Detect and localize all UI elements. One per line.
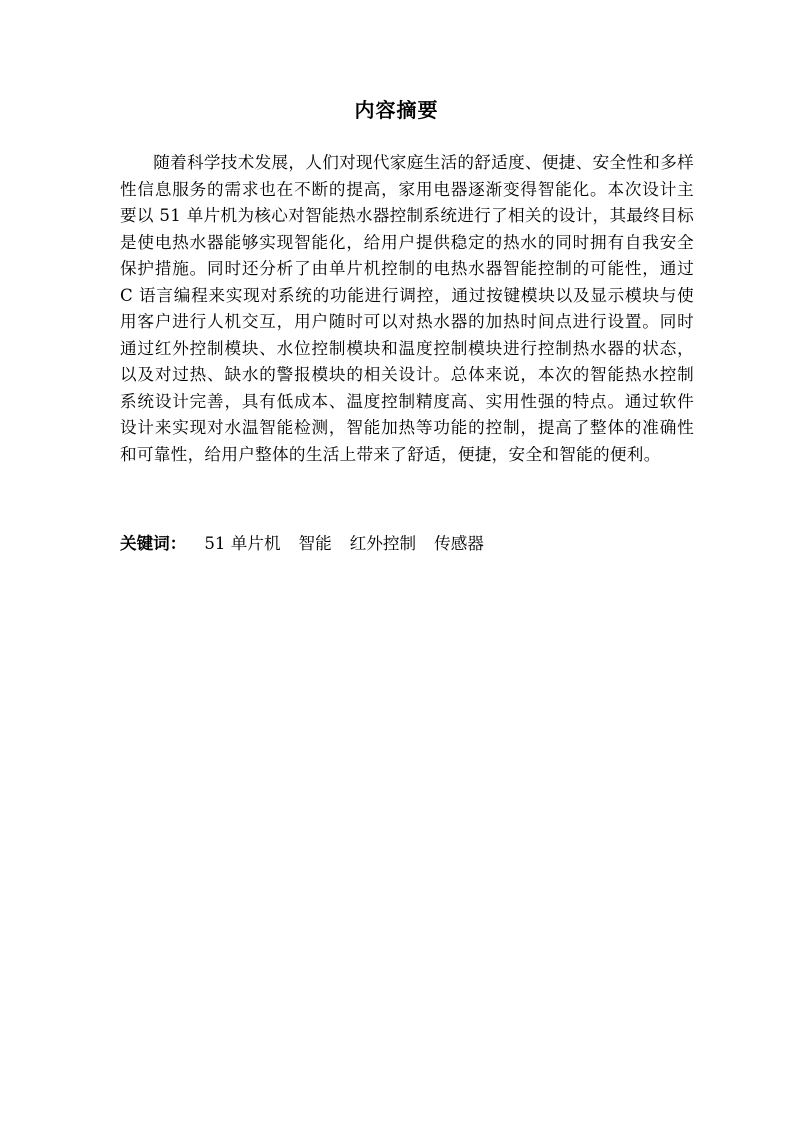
abstract-title: 内容摘要 (354, 98, 439, 122)
keyword-item: 智能 (298, 534, 332, 553)
keywords-line (120, 531, 694, 557)
abstract-body: 随着科学技术发展，人们对现代家庭生活的舒适度、便捷、安全性和多样性信息服务的需求也在不断的提高，家用电器逐渐变得智能化。本次设计主要以 51 单片机为核心对智能热水器控制系统进行了相关的设计，其最终目标是使电热水器能够实现智能化，给用户提供稳定的热水的同时拥有自我安全保护措施。同时还分析了由单片机控制的电热水器智能控制的可能性，通过 C 语言编程来实现对系统的功能进行调控，通过按键模块以及显示模块与使用客户进行人机交互，用户随时可以对热水器的加热时间点进行设置。同时通过红外控制模块、水位控制模块和温度控制模块进行控制热水器的状态，以及对过热、缺水的警报模块的相关设计。总体来说，本次的智能热水控制系统设计完善，具有低成本、温度控制精度高、实用性强的特点。通过软件设计来实现对水温智能检测，智能加热等功能的控制，提高了整体的准确性和可靠性，给用户整体的生活上带来了舒适，便捷，安全和智能的便利。 (120, 153, 694, 464)
keyword-item: 传感器 (434, 534, 484, 553)
keyword-item: 红外控制 (349, 534, 417, 553)
keyword-item: 51 单片机 (204, 534, 281, 553)
keywords-label: 关键词： (120, 534, 187, 553)
